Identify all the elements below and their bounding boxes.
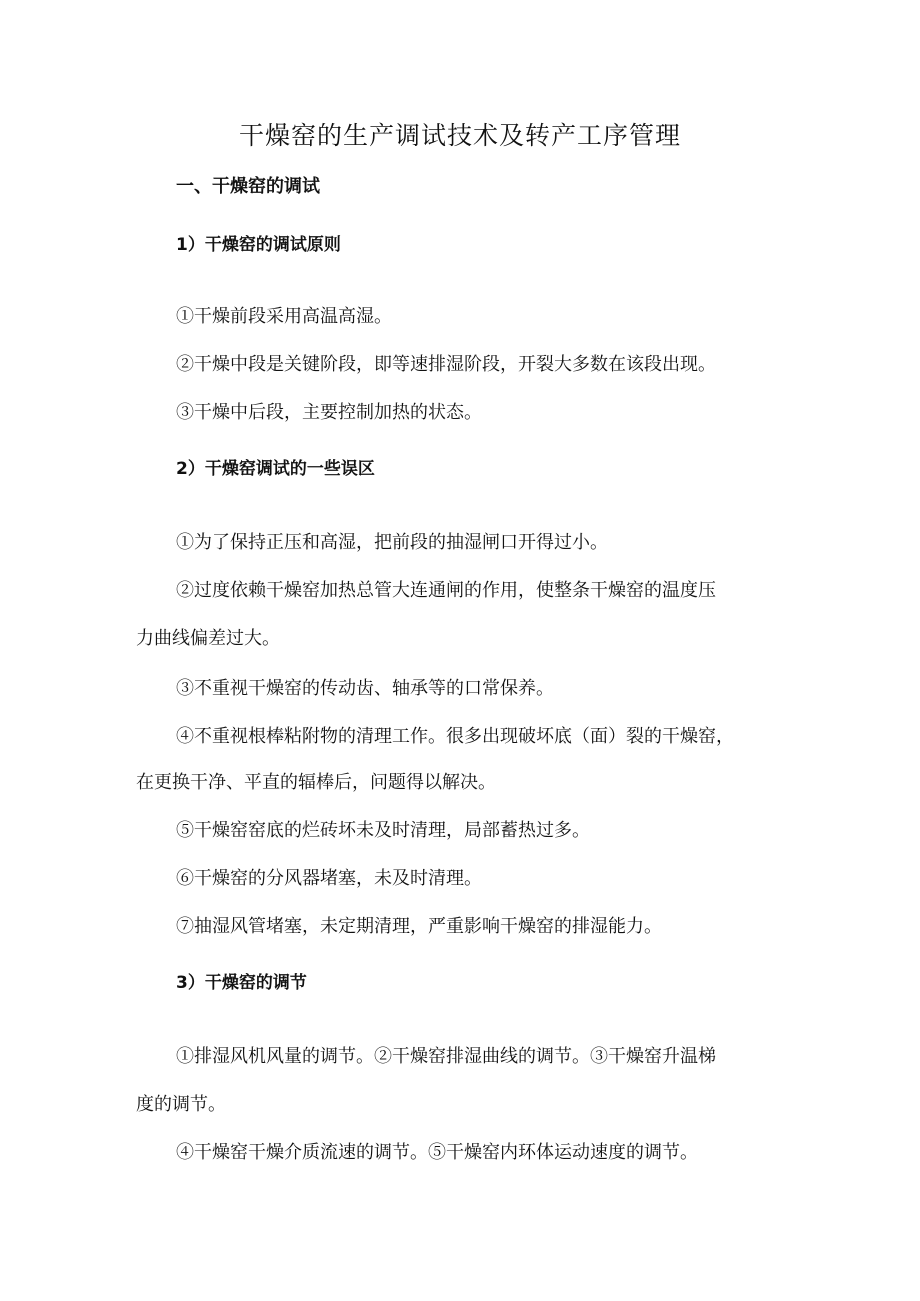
subsection-heading-1: 1）干燥窑的调试原则 (176, 235, 341, 255)
paragraph: 度的调节。 (136, 1094, 226, 1115)
paragraph: ①为了保持正压和高湿，把前段的抽湿闸口开得过小。 (176, 532, 608, 553)
paragraph: ④干燥窑干燥介质流速的调节。⑤干燥窑内环体运动速度的调节。 (176, 1142, 698, 1163)
paragraph: ⑤干燥窑窑底的烂砖坏未及时清理，局部蓄热过多。 (176, 820, 590, 841)
section-heading: 一、干燥窑的调试 (176, 176, 320, 197)
paragraph: ③干燥中后段，主要控制加热的状态。 (176, 402, 482, 423)
paragraph: ②干燥中段是关键阶段，即等速排湿阶段，开裂大多数在该段出现。 (176, 354, 716, 375)
paragraph: ①干燥前段采用高温高湿。 (176, 306, 392, 327)
paragraph: ②过度依赖干燥窑加热总管大连通闸的作用，使整条干燥窑的温度压 (176, 580, 716, 601)
document-title: 干燥窑的生产调试技术及转产工序管理 (238, 121, 681, 150)
paragraph: ⑥干燥窑的分风器堵塞，未及时清理。 (176, 868, 482, 889)
paragraph: ④不重视根棒粘附物的清理工作。很多出现破坏底（面）裂的干燥窑， (176, 726, 734, 747)
subsection-heading-3: 3）干燥窑的调节 (176, 973, 307, 993)
paragraph: ⑦抽湿风管堵塞，未定期清理，严重影响干燥窑的排湿能力。 (176, 916, 662, 937)
paragraph: ③不重视干燥窑的传动齿、轴承等的口常保养。 (176, 678, 554, 699)
subsection-heading-2: 2）干燥窑调试的一些误区 (176, 459, 375, 479)
paragraph: 在更换干净、平直的辐棒后，问题得以解决。 (136, 772, 496, 793)
paragraph: ①排湿风机风量的调节。②干燥窑排湿曲线的调节。③干燥窑升温梯 (176, 1046, 716, 1067)
paragraph: 力曲线偏差过大。 (136, 628, 280, 649)
